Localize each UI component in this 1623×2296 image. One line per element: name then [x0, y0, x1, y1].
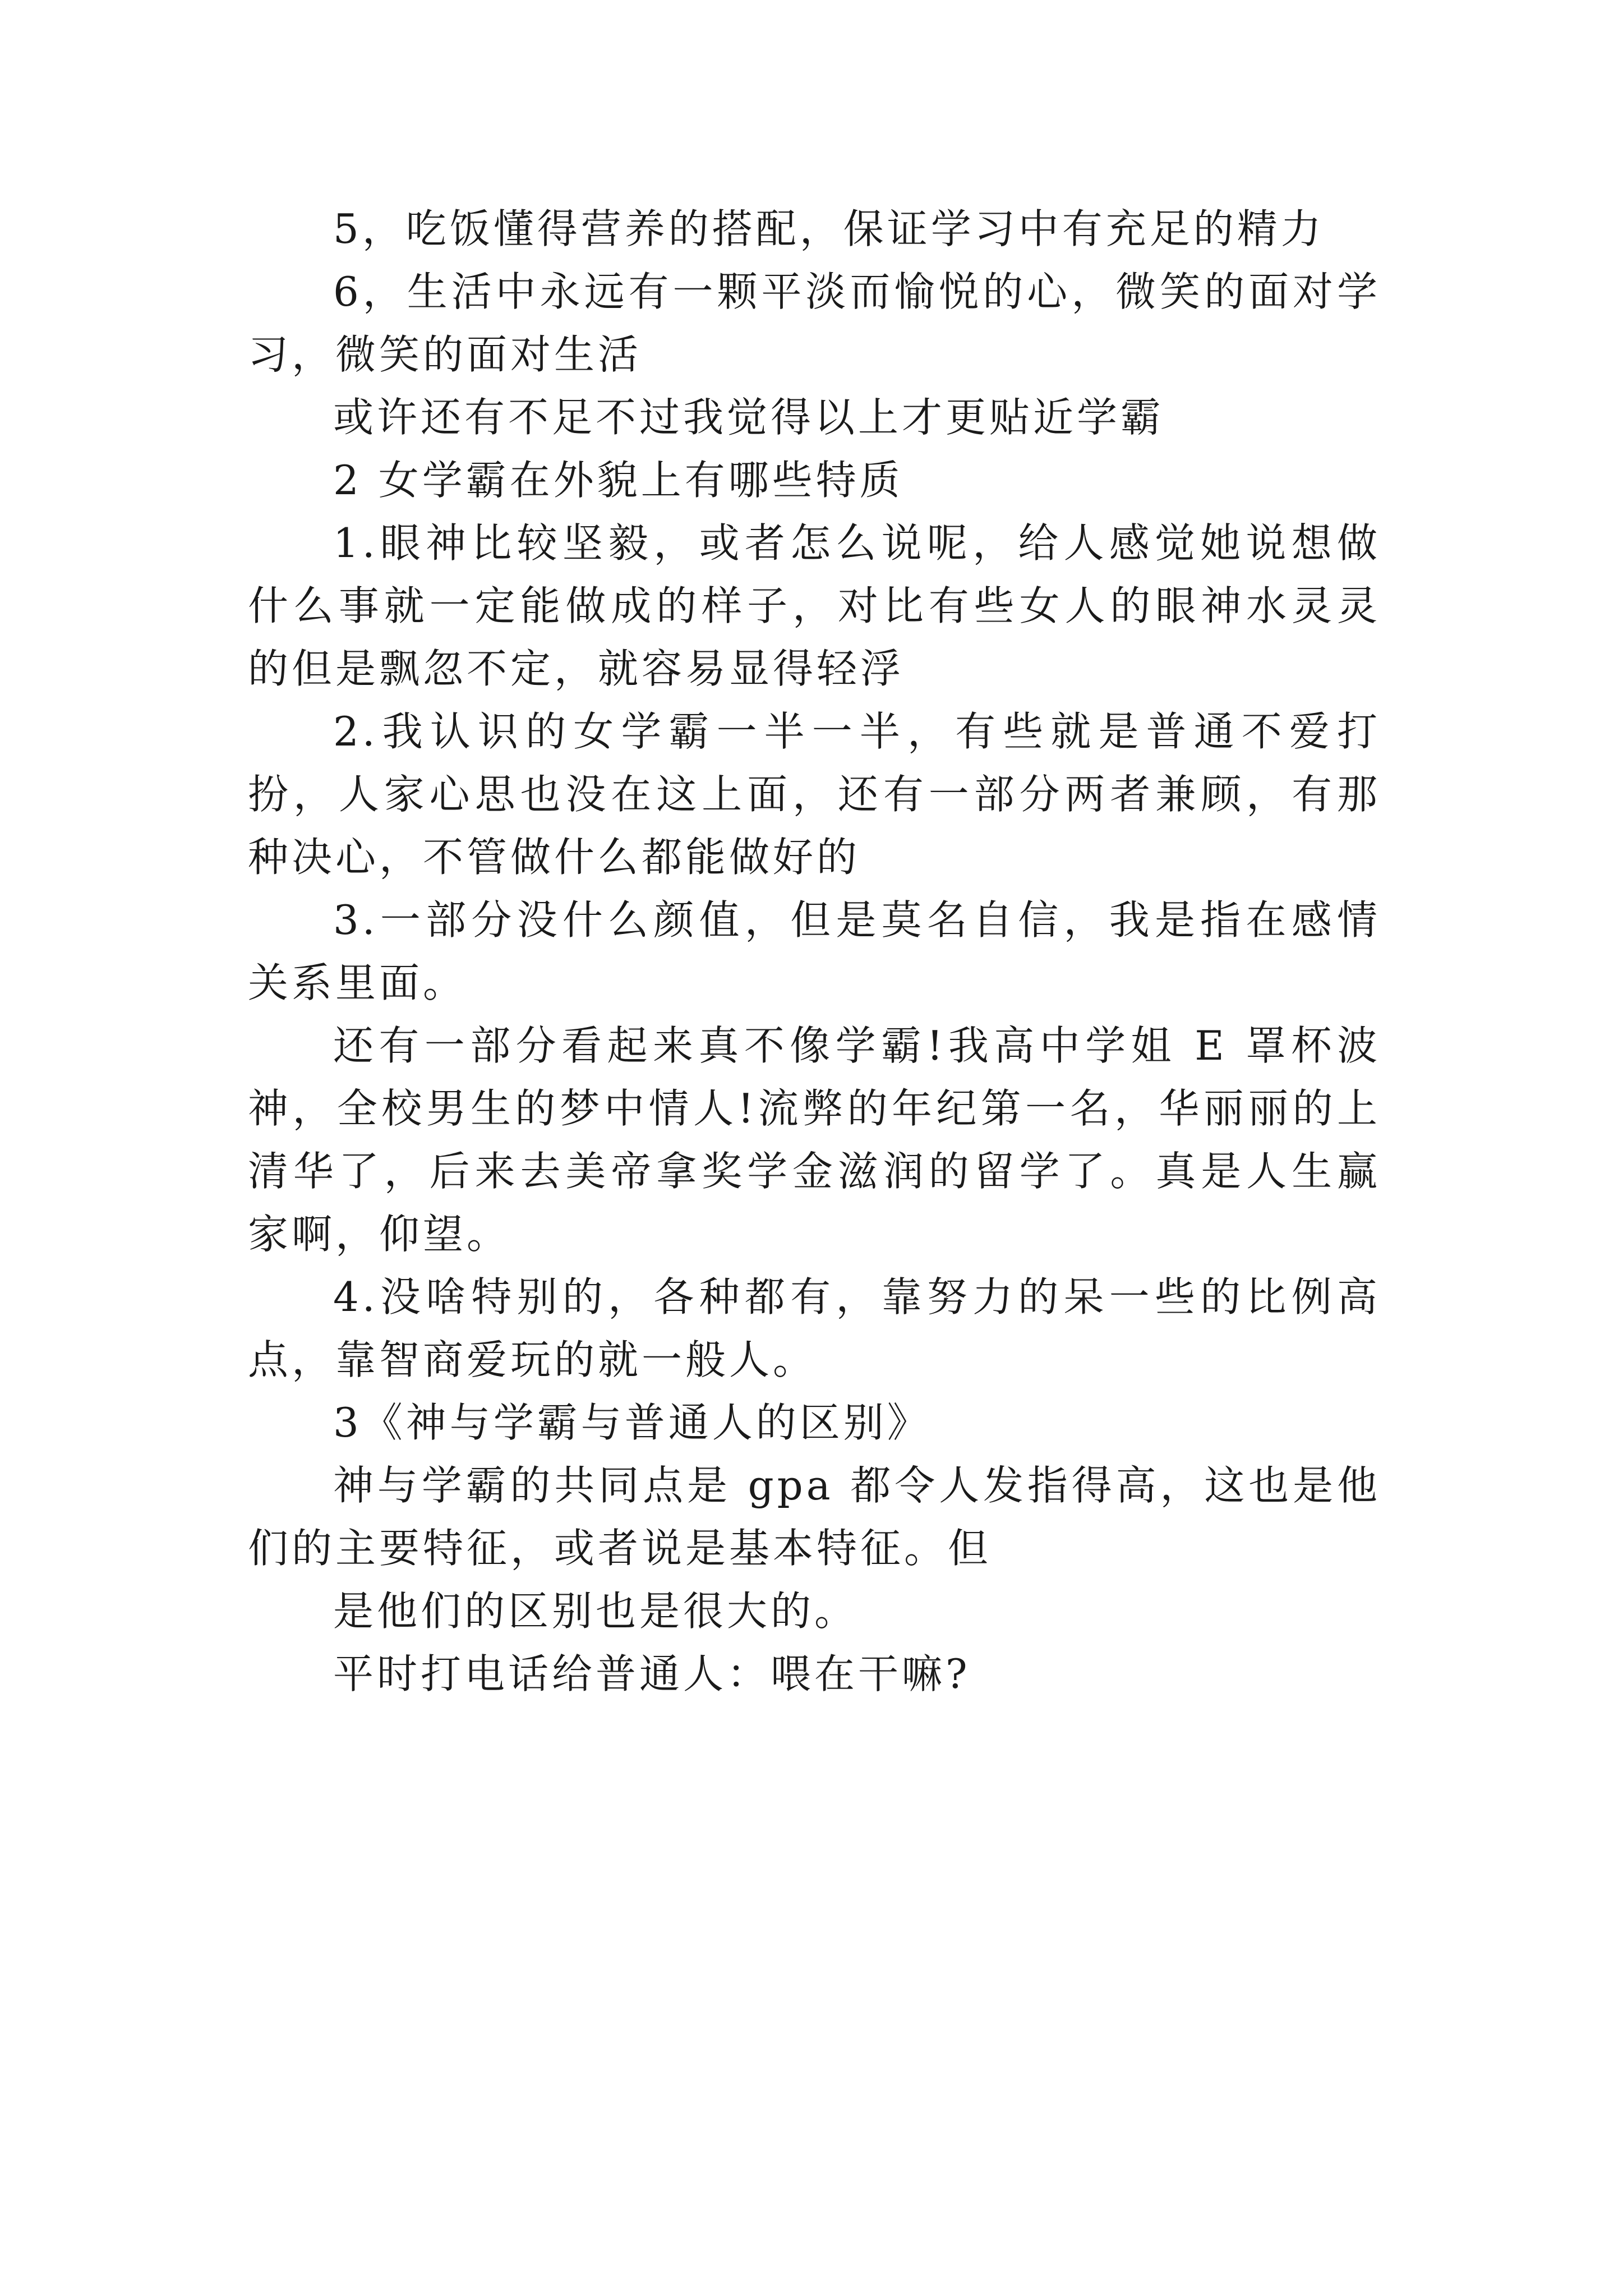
paragraph-5: 1.眼神比较坚毅，或者怎么说呢，给人感觉她说想做什么事就一定能做成的样子，对比有些女人的眼神水灵灵的但是飘忽不定，就容易显得轻浮: [248, 519, 1381, 692]
paragraph-12: 是他们的区别也是很大的。: [333, 1588, 859, 1635]
paragraph-9: 4.没啥特别的，各种都有，靠努力的呆一些的比例高点，靠智商爱玩的就一般人。: [248, 1273, 1381, 1383]
paragraph-13: 平时打电话给普通人：喂在干嘛?: [333, 1650, 971, 1697]
paragraph-6: 2.我认识的女学霸一半一半，有些就是普通不爱打扮，人家心思也没在这上面，还有一部分两者兼顾，有那种决心，不管做什么都能做好的: [248, 708, 1381, 881]
paragraph-7: 3.一部分没什么颜值，但是莫名自信，我是指在感情关系里面。: [248, 896, 1381, 1006]
paragraph-2: 6，生活中永远有一颗平淡而愉悦的心，微笑的面对学习，微笑的面对生活: [248, 268, 1381, 378]
section-heading-2: 2 女学霸在外貌上有哪些特质: [333, 457, 903, 504]
paragraph-11: 神与学霸的共同点是 gpa 都令人发指得高，这也是他们的主要特征，或者说是基本特征。但: [248, 1462, 1381, 1572]
paragraph-8: 还有一部分看起来真不像学霸!我高中学姐 E 罩杯波神，全校男生的梦中情人!流弊的年纪第一名，华丽丽的上清华了，后来去美帝拿奖学金滋润的留学了。真是人生赢家啊，仰望。: [248, 1022, 1381, 1258]
paragraph-3: 或许还有不足不过我觉得以上才更贴近学霸: [333, 394, 1165, 441]
paragraph-1: 5，吃饭懂得营养的搭配，保证学习中有充足的精力: [333, 205, 1325, 252]
document-body: [248, 197, 1381, 1705]
section-heading-3: 3《神与学霸与普通人的区别》: [333, 1399, 931, 1446]
